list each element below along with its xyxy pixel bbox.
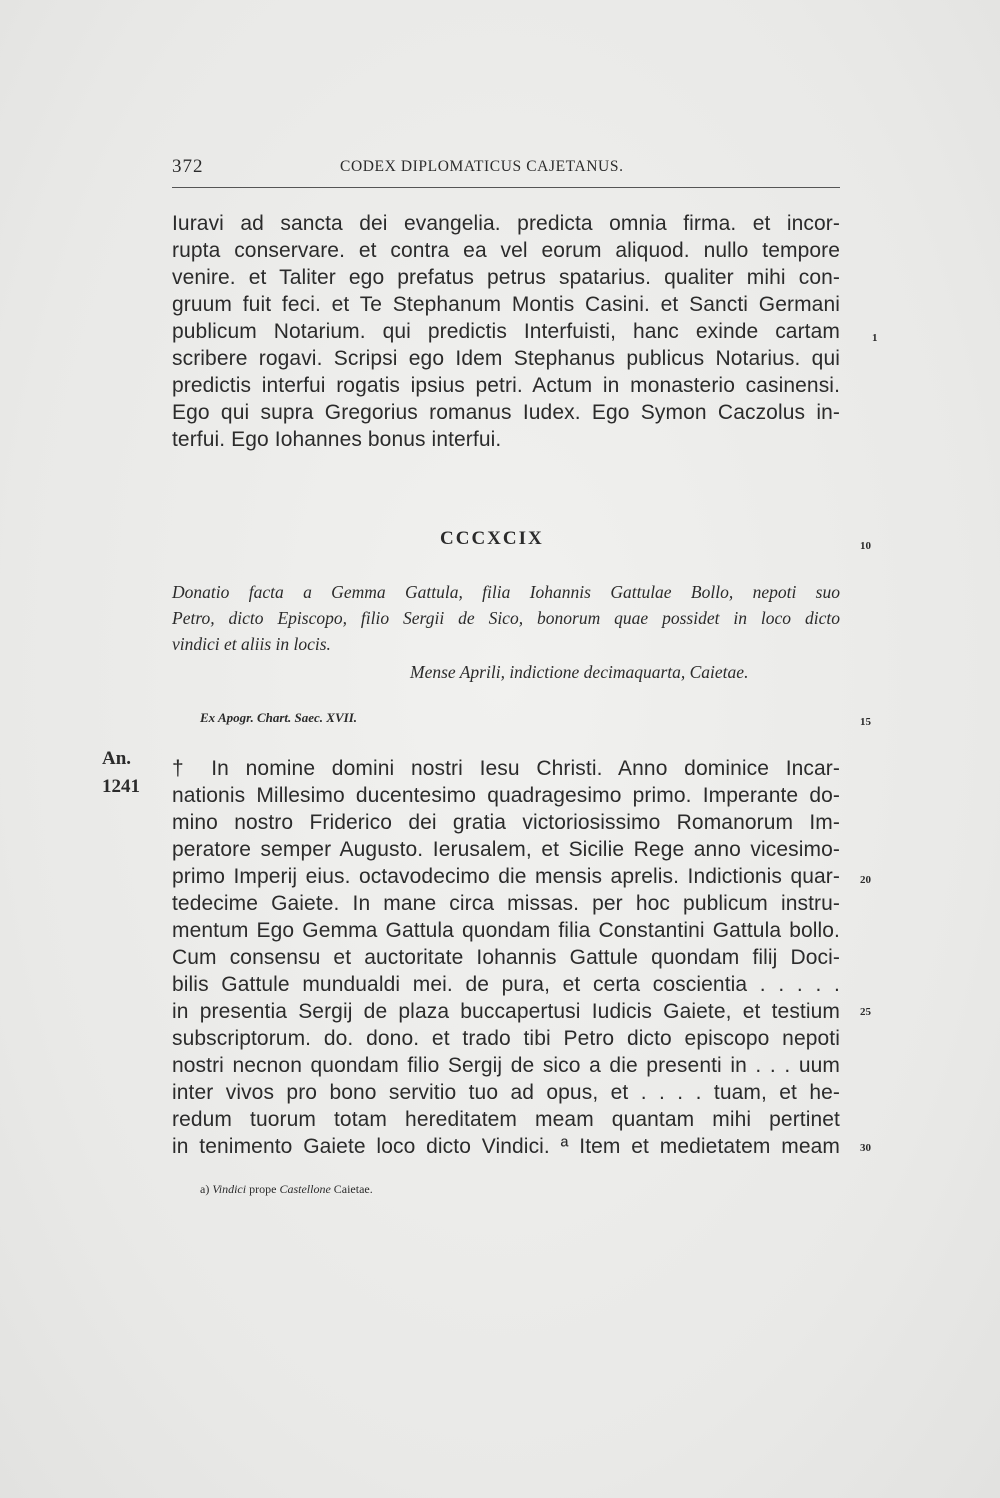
text-line: nostri necnon quondam filio Sergij de sico a die presenti in . . . uum bbox=[172, 1054, 840, 1077]
header-rule bbox=[172, 187, 840, 188]
document-number: CCCXCIX bbox=[440, 528, 544, 549]
text-line: terfui. Ego Iohannes bonus interfui. bbox=[172, 428, 502, 451]
text-line: nationis Millesimo ducentesimo quadragesimo primo. Imperante do- bbox=[172, 784, 840, 807]
footnote-mark: a) bbox=[200, 1182, 210, 1196]
text-line: Ego qui supra Gregorius romanus Iudex. Ego Symon Caczolus in- bbox=[172, 401, 840, 424]
text-line: redum tuorum totam hereditatem meam quantam mihi pertinet bbox=[172, 1108, 840, 1131]
year-value: 1241 bbox=[102, 776, 140, 797]
text-line: mentum Ego Gemma Gattula quondam filia Constantini Gattula bollo. bbox=[172, 919, 840, 942]
footnote-end: Caietae. bbox=[333, 1182, 373, 1196]
text-line: inter vivos pro bono servitio tuo ad opus, et . . . . tuam, et he- bbox=[172, 1081, 840, 1104]
text-line: peratore semper Augusto. Ierusalem, et Sicilie Rege anno vicesimo- bbox=[172, 838, 840, 861]
footnote-middle: prope bbox=[249, 1182, 277, 1196]
running-header bbox=[172, 156, 840, 182]
summary-line: Donatio facta a Gemma Gattula, filia Iohannis Gattulae Bollo, nepoti suo bbox=[172, 582, 840, 602]
text-line: Iuravi ad sancta dei evangelia. predicta omnia firma. et incor- bbox=[172, 212, 840, 235]
text-line: subscriptorum. do. dono. et trado tibi Petro dicto episcopo nepoti bbox=[172, 1027, 840, 1050]
line-marker: 15 bbox=[860, 716, 871, 728]
text-line: predictis interfui rogatis ipsius petri. Actum in monasterio casinensi. bbox=[172, 374, 840, 397]
line-marker: 20 bbox=[860, 874, 871, 886]
footnote bbox=[200, 1182, 373, 1197]
footnote-name: Vindici bbox=[212, 1182, 247, 1196]
text-line: scribere rogavi. Scripsi ego Idem Stephanus publicus Notarius. qui bbox=[172, 347, 840, 370]
year-margin bbox=[102, 745, 140, 801]
line-marker: 25 bbox=[860, 1006, 871, 1018]
footnote-place: Castellone bbox=[279, 1182, 331, 1196]
text-line: rupta conservare. et contra ea vel eorum aliquod. nullo tempore bbox=[172, 239, 840, 262]
text-line: publicum Notarium. qui predictis Interfuisti, hanc exinde cartam bbox=[172, 320, 840, 343]
text-line: Cum consensu et auctoritate Iohannis Gattule quondam filij Doci- bbox=[172, 946, 840, 969]
year-label: An. bbox=[102, 748, 132, 769]
text-line: tedecime Gaiete. In mane circa missas. per hoc publicum instru- bbox=[172, 892, 840, 915]
page-number: 372 bbox=[172, 156, 204, 177]
line-marker: 10 bbox=[860, 540, 871, 552]
document-date: Mense Aprili, indictione decimaquarta, Caietae. bbox=[410, 662, 749, 682]
text-line: venire. et Taliter ego prefatus petrus spatarius. qualiter mihi con- bbox=[172, 266, 840, 289]
text-line: in tenimento Gaiete loco dicto Vindici. ª Item et medietatem meam bbox=[172, 1135, 840, 1158]
text-line: † In nomine domini nostri Iesu Christi. Anno dominice Incar- bbox=[172, 757, 840, 780]
text-line: gruum fuit feci. et Te Stephanum Montis Casini. et Sancti Germani bbox=[172, 293, 840, 316]
text-line: primo Imperij eius. octavodecimo die mensis aprelis. Indictionis quar- bbox=[172, 865, 840, 888]
summary-line: vindici et aliis in locis. bbox=[172, 634, 331, 654]
line-marker: 30 bbox=[860, 1142, 871, 1154]
text-line: mino nostro Friderico dei gratia victoriosissimo Romanorum Im- bbox=[172, 811, 840, 834]
line-marker: 1 bbox=[872, 332, 878, 344]
text-line: in presentia Sergij de plaza buccapertusi Iudicis Gaiete, et testium bbox=[172, 1000, 840, 1023]
document-source: Ex Apogr. Chart. Saec. XVII. bbox=[200, 710, 358, 725]
summary-line: Petro, dicto Episcopo, filio Sergii de Sico, bonorum quae possidet in loco dicto bbox=[172, 608, 840, 628]
text-line: bilis Gattule mundualdi mei. de pura, et certa coscientia . . . . . bbox=[172, 973, 840, 996]
running-title: CODEX DIPLOMATICUS CAJETANUS. bbox=[340, 158, 624, 175]
